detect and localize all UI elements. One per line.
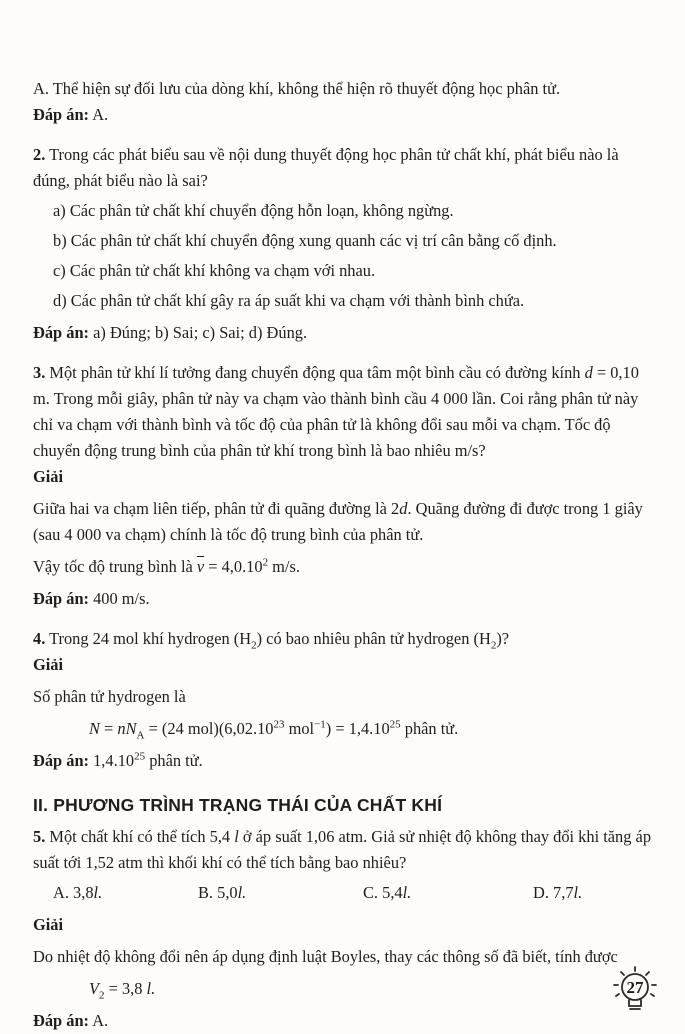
choice-a-value: A. 3,8 <box>53 883 94 902</box>
exponent: 25 <box>134 750 146 763</box>
solution-text <box>33 554 653 580</box>
solution-part: . Quãng đường đi được trong 1 giây (sau 4 000 va chạm) chính là tốc độ trung bình của phân tử. <box>33 499 643 544</box>
unit-liter: l. <box>93 883 103 902</box>
answer-value: A. <box>89 1011 109 1030</box>
choice-c-value: C. 5,4 <box>363 883 403 902</box>
answer-label: Đáp án: <box>33 105 90 124</box>
question-5 <box>33 824 653 876</box>
formula-part: ) = 1,4.10 <box>325 719 390 738</box>
answer-label: Đáp án: <box>33 751 90 770</box>
formula-part: = (24 mol)(6,02.10 <box>144 719 274 738</box>
statement-a: a) Các phân tử chất khí chuyển động hỗn loạn, không ngừng. <box>53 201 454 220</box>
formula-part: = 3,8 <box>104 979 147 998</box>
option-a-text: A. Thể hiện sự đối lưu của dòng khí, không thể hiện rõ thuyết động học phân tử. <box>33 79 561 98</box>
statement-b: b) Các phân tử chất khí chuyển động xung quanh các vị trí cân bằng cố định. <box>53 231 557 250</box>
answer-value: 400 m/s. <box>89 589 150 608</box>
formula-part: mol <box>284 719 315 738</box>
answer-label: Đáp án: <box>33 323 90 342</box>
solution-part: Vậy tốc độ trung bình là <box>33 557 197 576</box>
answer-value: phân tử. <box>145 751 203 770</box>
page-number: 27 <box>626 978 644 997</box>
answer-label: Đáp án: <box>33 589 90 608</box>
solution-text: Số phân tử hydrogen là <box>33 687 186 706</box>
choice-d <box>533 880 653 906</box>
solution-label: Giải <box>33 655 64 674</box>
section-heading: II. PHƯƠNG TRÌNH TRẠNG THÁI CỦA CHẤT KHÍ <box>33 795 443 815</box>
question-text: Trong các phát biểu sau về nội dung thuyết động học phân tử chất khí, phát biểu nào là đúng, phát biểu nào là sai? <box>33 145 619 190</box>
formula <box>89 716 653 742</box>
unit-liter: l <box>234 827 239 846</box>
unit-liter: l. <box>573 883 583 902</box>
question-2 <box>33 142 653 194</box>
question-text: Trong 24 mol khí hydrogen (H <box>45 629 252 648</box>
variable-d: d <box>584 363 593 382</box>
choice-a <box>53 880 198 906</box>
statement-d: d) Các phân tử chất khí gây ra áp suất khi va chạm với thành bình chứa. <box>53 291 525 310</box>
formula <box>89 976 653 1002</box>
answer-value: 1,4.10 <box>89 751 135 770</box>
unit-liter: l. <box>146 979 156 998</box>
answer-line <box>33 586 653 612</box>
solution-part: m/s. <box>268 557 300 576</box>
answer-label: Đáp án: <box>33 1011 90 1030</box>
question-4 <box>33 626 653 652</box>
variable-d: d <box>399 499 408 518</box>
exponent: 2 <box>262 556 269 569</box>
choice-b-value: B. 5,0 <box>198 883 238 902</box>
formula-part: phân tử. <box>400 719 459 738</box>
question-number: 2. <box>33 145 46 164</box>
formula-part: = <box>99 719 118 738</box>
choice-c <box>363 880 533 906</box>
exponent: 23 <box>273 718 285 731</box>
question-number: 5. <box>33 827 46 846</box>
answer-line <box>33 1008 653 1034</box>
question-text: Một chất khí có thể tích 5,4 <box>45 827 235 846</box>
exponent: 25 <box>389 718 401 731</box>
question-text-cont: = 0,10 m. Trong mỗi giây, phân tử này va chạm vào thành bình cầu 4 000 lần. Coi rằng phân tử này chỉ va chạm với thành bình và tốc độ của phân tử là không đổi sau mỗi va chạm. Tốc độ chuyển động trung bình của phân tử khí trong bình là bao nhiêu m/s? <box>33 363 639 460</box>
question-3 <box>33 360 653 464</box>
question-text: ) có bao nhiêu phân tử hydrogen (H <box>256 629 491 648</box>
solution-text: Do nhiệt độ không đổi nên áp dụng định luật Boyles, thay các thông số đã biết, tính được <box>33 947 618 966</box>
average-speed-symbol: $\overline{v}$ <box>196 557 205 576</box>
solution-text <box>33 496 653 548</box>
subscript: 2 <box>251 639 257 652</box>
unit-liter: l. <box>402 883 412 902</box>
question-text: )? <box>496 629 510 648</box>
solution-part: Giữa hai va chạm liên tiếp, phân tử đi quãng đường là 2 <box>33 499 400 518</box>
solution-label: Giải <box>33 915 64 934</box>
solution-part: = 4,0.10 <box>204 557 263 576</box>
formula-var: nN <box>117 719 137 738</box>
answer-line <box>33 320 653 346</box>
answer-value: A. <box>89 105 109 124</box>
page-number-badge <box>608 963 662 1017</box>
statement-c: c) Các phân tử chất khí không va chạm với nhau. <box>53 261 376 280</box>
page-content <box>33 76 653 1034</box>
answer-line <box>33 748 653 774</box>
subscript: 2 <box>490 639 497 652</box>
choice-b <box>198 880 363 906</box>
subscript: 2 <box>99 989 105 1002</box>
question-text: Một phân tử khí lí tưởng đang chuyển động qua tâm một bình cầu có đường kính <box>45 363 585 382</box>
formula-var: V <box>89 979 100 998</box>
question-number: 3. <box>33 363 46 382</box>
answer-value: a) Đúng; b) Sai; c) Sai; d) Đúng. <box>89 323 308 342</box>
formula-var: N <box>89 719 100 738</box>
answer-line <box>33 102 653 128</box>
answer-choices <box>33 880 653 906</box>
unit-liter: l. <box>237 883 247 902</box>
question-number: 4. <box>33 629 46 648</box>
choice-d-value: D. 7,7 <box>533 883 574 902</box>
question-text: ở áp suất 1,06 atm. Giả sử nhiệt độ không thay đổi khi tăng áp suất tới 1,52 atm thì khối khí có thể tích bằng bao nhiêu? <box>33 827 652 872</box>
exponent: −1 <box>314 718 326 731</box>
subscript: A <box>136 729 145 742</box>
solution-label: Giải <box>33 467 64 486</box>
